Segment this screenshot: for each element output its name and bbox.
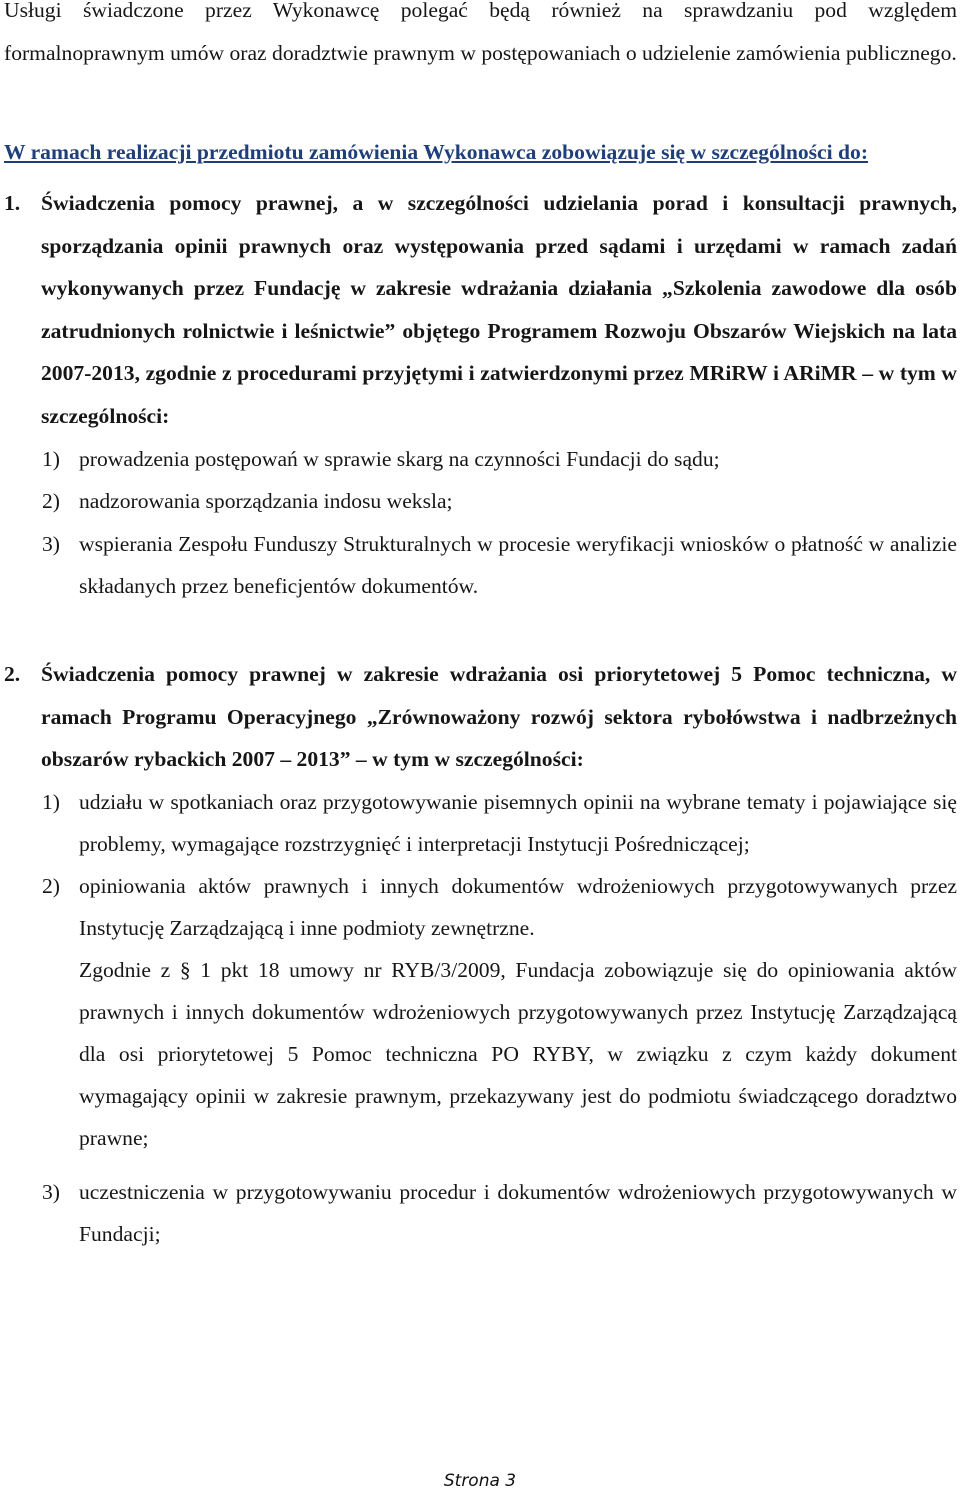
intro-paragraph: Usługi świadczone przez Wykonawcę polegać będą również na sprawdzaniu pod względem formalnoprawnym umów oraz doradztwie prawnym w postępowaniach o udzielenie zamówienia publicznego. xyxy=(4,0,957,65)
list-item xyxy=(4,523,957,608)
item-number: 1) xyxy=(42,789,60,814)
section-items xyxy=(4,438,957,608)
item-text: udziału w spotkaniach oraz przygotowywanie pisemnych opinii na wybrane tematy i pojawiające się problemy, wymagające rozstrzygnięć i interpretacji Instytucji Pośredniczącej; xyxy=(79,789,957,856)
section-heading xyxy=(4,653,957,781)
item-number: 1) xyxy=(42,446,60,471)
item-text: nadzorowania sporządzania indosu weksla; xyxy=(79,489,453,514)
item-text: uczestniczenia w przygotowywaniu procedur i dokumentów wdrożeniowych przygotowywanych w Fundacji; xyxy=(79,1179,957,1246)
list-item xyxy=(4,865,957,949)
lead-paragraph xyxy=(4,130,957,174)
section-heading xyxy=(4,182,957,438)
list-item xyxy=(4,480,957,523)
item-text: wspierania Zespołu Funduszy Strukturalnych w procesie weryfikacji wniosków o płatność w analizie składanych przez beneficjentów dokumentów. xyxy=(79,531,957,599)
section-number: 2. xyxy=(4,661,21,686)
item-text: opiniowania aktów prawnych i innych dokumentów wdrożeniowych przygotowywanych przez Instytucję Zarządzającą i inne podmioty zewnętrzne. xyxy=(79,873,957,940)
section-number: 1. xyxy=(4,191,21,215)
list-item xyxy=(4,438,957,481)
section-items xyxy=(4,781,957,1255)
item-number: 2) xyxy=(42,873,60,898)
item-number: 3) xyxy=(42,1179,60,1204)
section-heading-text: Świadczenia pomocy prawnej, a w szczególności udzielania porad i konsultacji prawnych, sporządzania opinii prawnych oraz występowania przed sądami i urzędami w ramach zadań wykonywanych przez Fundację w zakresie wdrażania działania „Szkolenia zawodowe dla osób zatrudnionych rolnictwie i leśnictwie” objętego Programem Rozwoju Obszarów Wiejskich na lata 2007-2013, zgodnie z procedurami przyjętymi i zatwierdzonymi przez MRiRW i ARiMR – w tym w szczególności: xyxy=(41,191,957,428)
section-2 xyxy=(4,653,957,1255)
item-text: prowadzenia postępowań w sprawie skarg na czynności Fundacji do sądu; xyxy=(79,446,720,471)
agreement-note: Zgodnie z § 1 pkt 18 umowy nr RYB/3/2009, Fundacja zobowiązuje się do opiniowania aktów prawnych i innych dokumentów wdrożeniowych przygotowywanych przez Instytucję Zarządzającą dla osi priorytetowej 5 Pomoc techniczna PO RYBY, w związku z czym każdy dokument wymagający opinii w zakresie prawnym, przekazywany jest do podmiotu świadczącego doradztwo prawne; xyxy=(79,957,957,1150)
item-number: 3) xyxy=(42,531,60,556)
list-item xyxy=(4,781,957,865)
lead-text: W ramach realizacji przedmiotu zamówienia Wykonawca zobowiązuje się w szczególności do: xyxy=(4,140,869,164)
page-number-footer: Strona 3 xyxy=(443,1471,517,1491)
section-1 xyxy=(4,182,957,608)
item-number: 2) xyxy=(42,489,60,514)
section-heading-text: Świadczenia pomocy prawnej w zakresie wdrażania osi priorytetowej 5 Pomoc techniczna, w ramach Programu Operacyjnego „Zrównoważony rozwój sektora rybołówstwa i nadbrzeżnych obszarów rybackich 2007 – 2013” – w tym w szczególności: xyxy=(41,661,957,772)
list-item xyxy=(4,1171,957,1255)
